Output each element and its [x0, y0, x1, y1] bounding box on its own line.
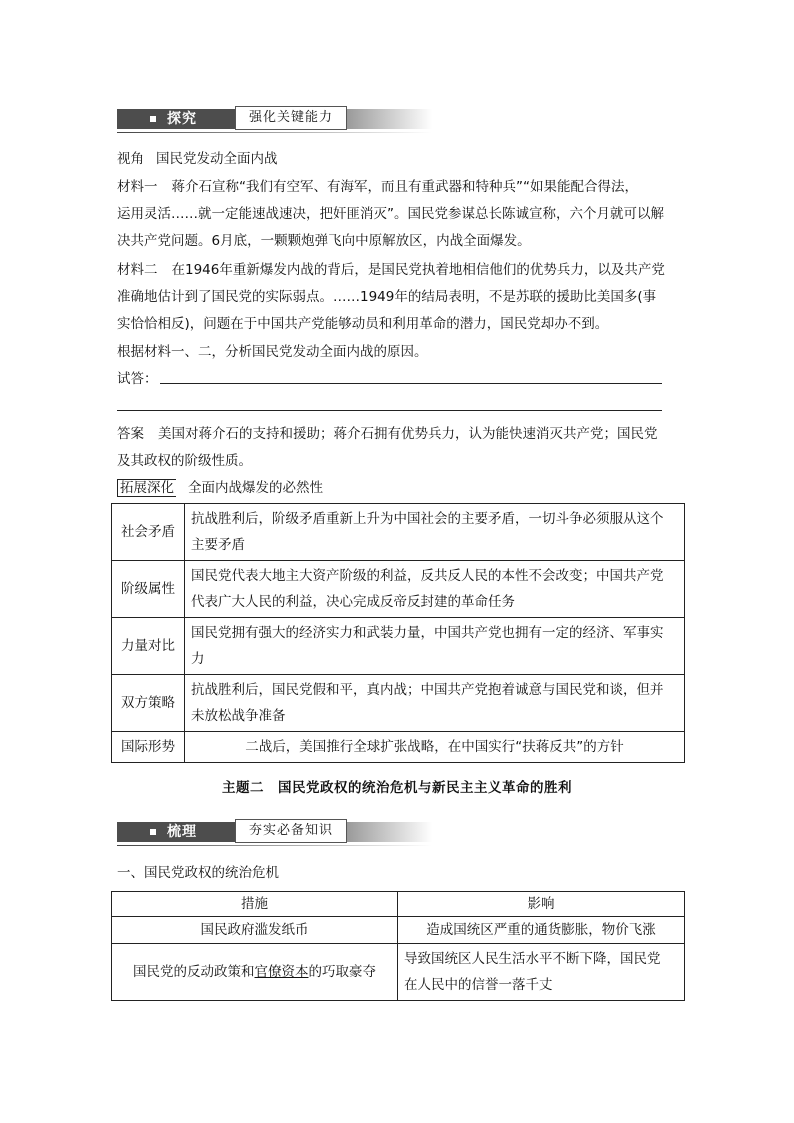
row-content — [185, 618, 685, 675]
table-header-row — [112, 892, 685, 917]
material-one-line: 运用灵活……就一定能速战速决，把奸匪消灭”。国民党参谋总长陈诚宣称，六个月就可以解 — [117, 206, 664, 222]
attempt-label: 试答： — [117, 371, 158, 387]
cell-line: 国民党代表大地主大资产阶级的利益，反共反人民的本性不会改变；中国共产党 — [191, 568, 664, 584]
crisis-heading — [117, 860, 683, 887]
question — [117, 339, 683, 366]
row-head: 力量对比 — [112, 618, 185, 675]
table-row — [112, 917, 685, 944]
view-label: 视角 — [117, 151, 144, 167]
cell-line: 主要矛盾 — [191, 537, 245, 553]
material-one-line: 决共产党问题。6月底，一颗颗炮弹飞向中原解放区，内战全面爆发。 — [117, 233, 531, 249]
header-effect: 影响 — [398, 892, 685, 917]
effect-cell: 造成国统区严重的通货膨胀，物价飞涨 — [398, 917, 685, 944]
cell-line: 导致国统区人民生活水平不断下降，国民党 — [404, 951, 661, 967]
row-content — [185, 561, 685, 618]
necessity-table — [111, 503, 685, 763]
row-head: 国际形势 — [112, 732, 185, 763]
material-one — [117, 174, 683, 255]
section-badge-label: 梳理 — [167, 824, 197, 840]
crisis-table — [111, 891, 685, 1001]
view-line — [117, 146, 683, 173]
answer-blank-line[interactable] — [117, 410, 662, 411]
material-one-line: 蒋介石宣称“我们有空军、有海军，而且有重武器和特种兵”“如果能配合得法， — [171, 179, 638, 195]
answer-label: 答案 — [117, 426, 144, 442]
table-row — [112, 504, 685, 561]
section-banner-explore — [117, 106, 432, 132]
answer-line: 美国对蒋介石的支持和援助；蒋介石拥有优势兵力，认为能快速消灭共产党；国民党 — [158, 426, 658, 442]
cell-line: 国民党拥有强大的经济实力和武装力量，中国共产党也拥有一定的经济、军事实 — [191, 625, 664, 641]
measure-cell — [112, 944, 398, 1001]
table-row — [112, 944, 685, 1001]
section-badge — [117, 822, 235, 842]
section-badge-label: 探究 — [167, 111, 197, 127]
banner-fade — [347, 822, 432, 842]
cell-line: 未放松战争准备 — [191, 708, 286, 724]
material-two-line: 准确地估计到了国民党的实际弱点。……1949年的结局表明，不是苏联的援助比美国多(事 — [117, 289, 657, 305]
cell-line: 抗战胜利后，阶级矛盾重新上升为中国社会的主要矛盾，一切斗争必须服从这个 — [191, 511, 664, 527]
answer-blank-line[interactable] — [160, 383, 662, 384]
section-title: 夯实必备知识 — [235, 819, 347, 843]
section-banner-review — [117, 819, 432, 845]
material-two-line: 实恰恰相反)，问题在于中国共产党能够动员和利用革命的潜力，国民党却办不到。 — [117, 316, 609, 332]
header-measure: 措施 — [112, 892, 398, 917]
material-two — [117, 257, 683, 338]
measure-text: 的巧取豪夺 — [308, 964, 376, 980]
measure-text: 国民政府滥发纸币 — [200, 922, 309, 938]
view-text: 国民党发动全面内战 — [156, 151, 278, 167]
cell-line: 抗战胜利后，国民党假和平，真内战；中国共产党抱着诚意与国民党和谈，但并 — [191, 682, 664, 698]
material-one-label: 材料一 — [117, 179, 158, 195]
section-title: 强化关键能力 — [235, 106, 347, 130]
extension-heading — [117, 475, 683, 502]
extension-title: 全面内战爆发的必然性 — [188, 480, 323, 496]
row-content: 二战后，美国推行全球扩张战略，在中国实行“扶蒋反共”的方针 — [185, 732, 685, 763]
cell-line: 在人民中的信誉一落千丈 — [404, 977, 553, 993]
material-two-line: 在1946年重新爆发内战的背后，是国民党执着地相信他们的优势兵力，以及共产党 — [171, 262, 665, 278]
banner-rule — [117, 845, 432, 846]
cell-line: 代表广大人民的利益，决心完成反帝反封建的革命任务 — [191, 594, 515, 610]
table-row — [112, 618, 685, 675]
answer — [117, 421, 683, 475]
crisis-heading-text: 一、国民党政权的统治危机 — [117, 865, 279, 881]
measure-text: 国民党的反动政策和 — [133, 964, 255, 980]
row-head: 双方策略 — [112, 675, 185, 732]
square-bullet-icon — [150, 116, 156, 122]
table-row — [112, 732, 685, 763]
row-content — [185, 675, 685, 732]
topic-title: 主题二 国民党政权的统治危机与新民主主义革命的胜利 — [222, 780, 572, 796]
material-two-label: 材料二 — [117, 262, 158, 278]
answer-line: 及其政权的阶级性质。 — [117, 453, 252, 469]
banner-fade — [347, 109, 432, 129]
measure-text-underlined: 官僚资本 — [254, 964, 309, 980]
section-badge — [117, 109, 235, 129]
table-row — [112, 561, 685, 618]
row-content — [185, 504, 685, 561]
row-head: 阶级属性 — [112, 561, 185, 618]
banner-rule — [117, 132, 432, 133]
table-row — [112, 675, 685, 732]
effect-cell — [398, 944, 685, 1001]
measure-cell — [112, 917, 398, 944]
square-bullet-icon — [150, 829, 156, 835]
attempt — [117, 366, 683, 393]
cell-line: 力 — [191, 651, 205, 667]
row-head: 社会矛盾 — [112, 504, 185, 561]
question-text: 根据材料一、二，分析国民党发动全面内战的原因。 — [117, 344, 428, 360]
extension-tag: 拓展深化 — [117, 479, 176, 497]
